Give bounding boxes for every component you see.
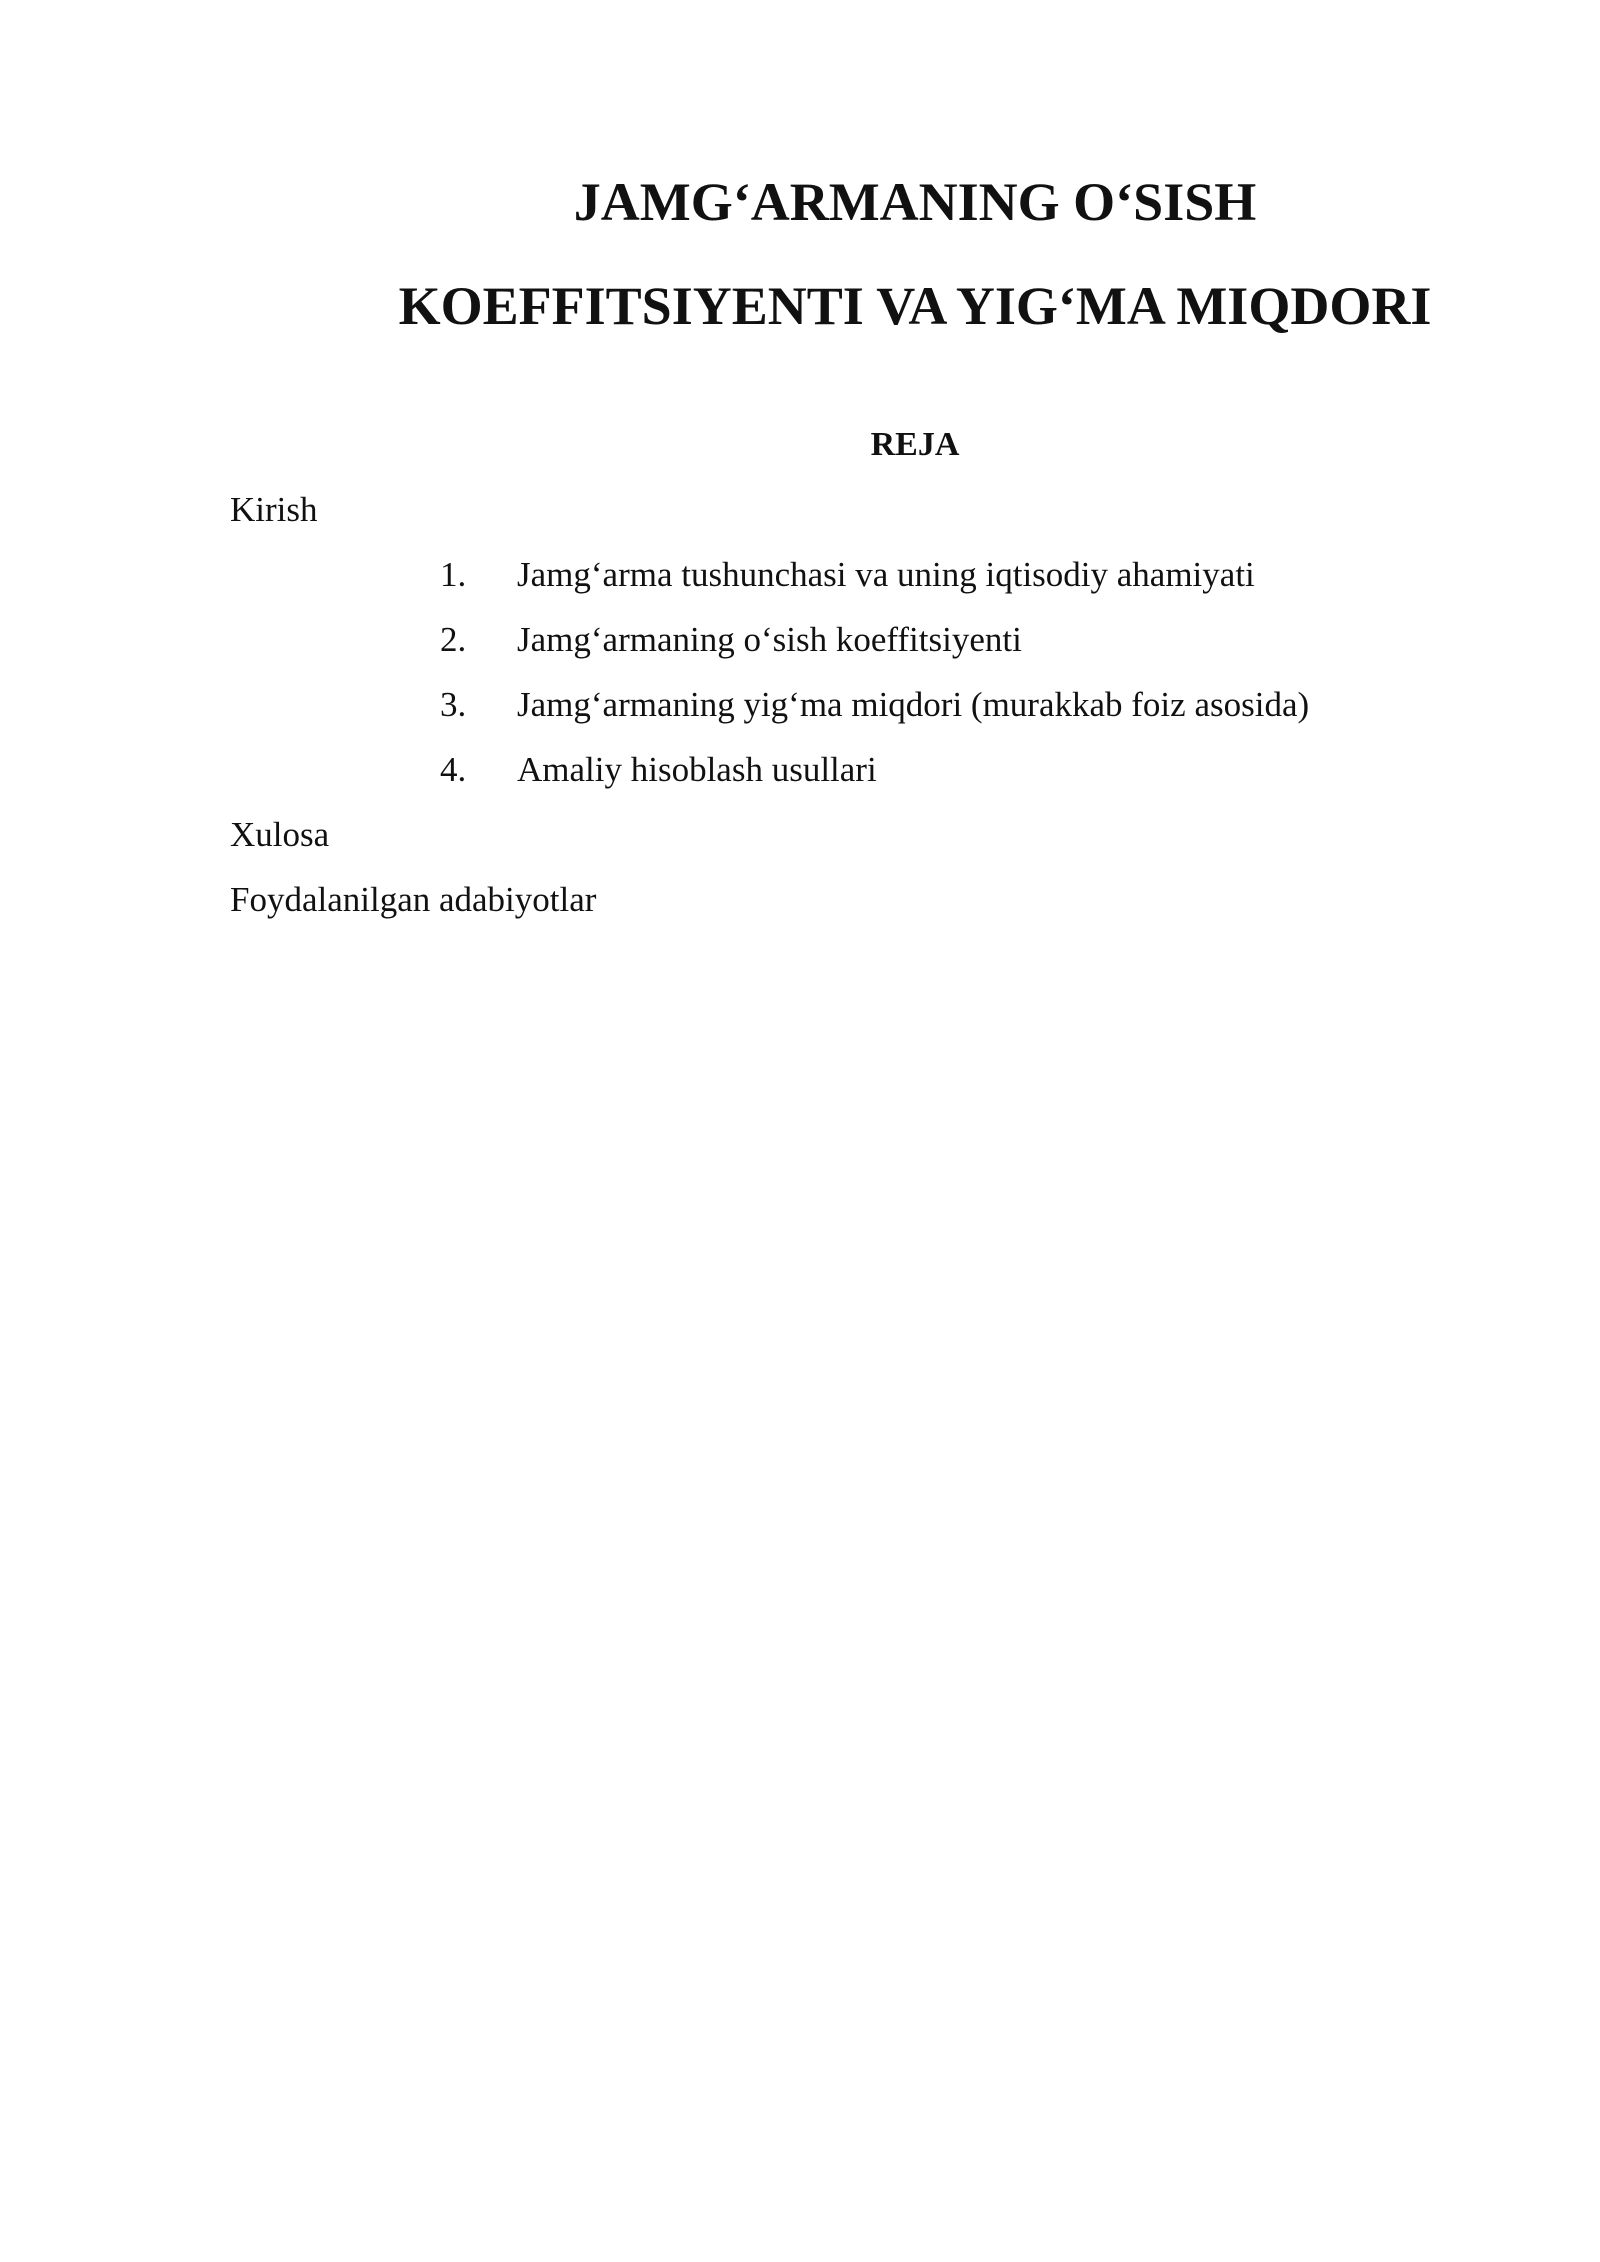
- title-line-2: KOEFFITSIYENTI VA YIG‘MA MIQDORI: [398, 276, 1432, 336]
- document-title: [230, 150, 1600, 358]
- plan-item-number: 2.: [440, 620, 467, 659]
- plan-item-number: 4.: [440, 750, 467, 789]
- references-item: Foydalanilgan adabiyotlar: [230, 880, 597, 919]
- plan-heading: REJA: [870, 426, 960, 463]
- conclusion-item: Xulosa: [230, 815, 330, 854]
- plan-item-text: Amaliy hisoblash usullari: [517, 750, 877, 789]
- plan-item-text: Jamg‘arma tushunchasi va uning iqtisodiy ahamiyati: [517, 555, 1255, 594]
- plan-item-text: Jamg‘armaning o‘sish koeffitsiyenti: [517, 620, 1022, 659]
- title-line-1: JAMG‘ARMANING O‘SISH: [573, 172, 1257, 232]
- plan-item-number: 1.: [440, 555, 467, 594]
- plan-item-text: Jamg‘armaning yig‘ma miqdori (murakkab foiz asosida): [517, 685, 1310, 724]
- intro-item: Kirish: [230, 490, 318, 529]
- plan-item-number: 3.: [440, 685, 467, 724]
